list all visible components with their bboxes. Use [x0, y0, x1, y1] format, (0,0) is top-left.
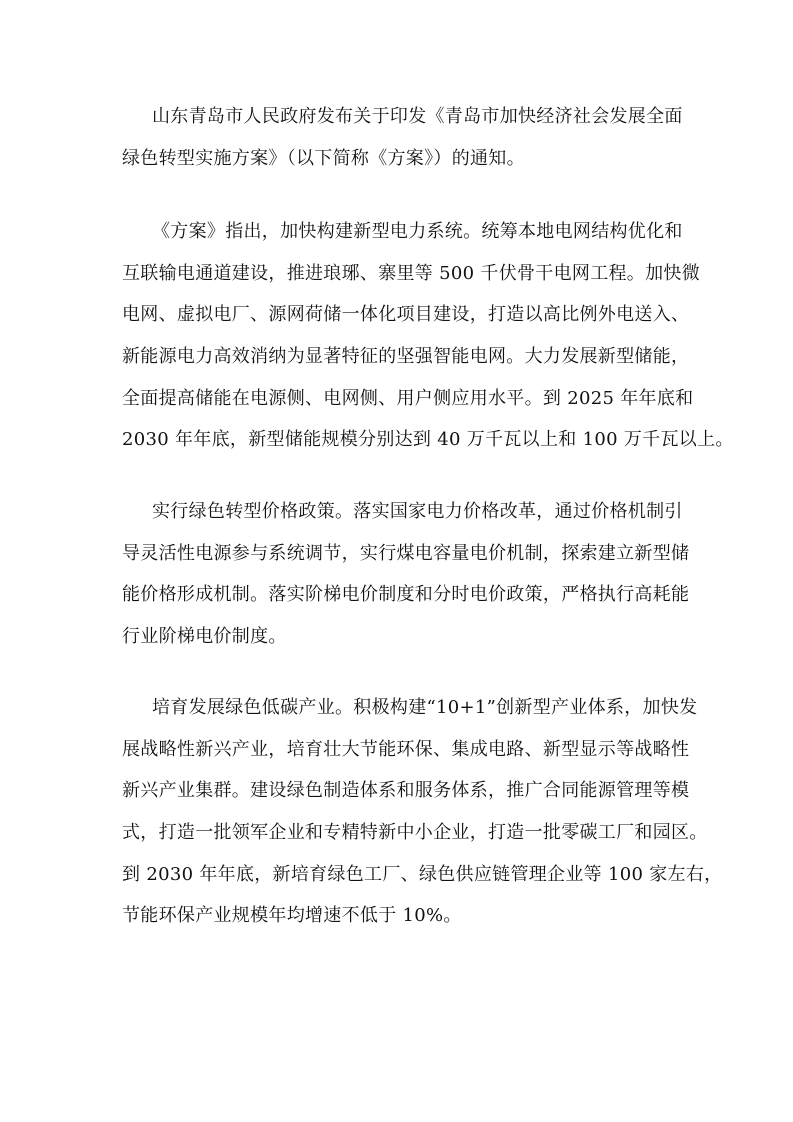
text-line: 山东青岛市人民政府发布关于印发《青岛市加快经济社会发展全面 [152, 106, 683, 127]
text-line: 节能环保产业规模年均增速不低于 10%。 [122, 905, 462, 927]
paragraph-pricing-policy [122, 491, 690, 658]
text-line: 绿色转型实施方案》（以下简称《方案》）的通知。 [122, 147, 525, 169]
text-line: 《方案》指出，加快构建新型电力系统。统筹本地电网结构优化和 [152, 221, 683, 242]
text-line: 展战略性新兴产业，培育壮大节能环保、集成电路、新型显示等战略性 [122, 738, 690, 760]
text-line: 到 2030 年年底，新培育绿色工厂、绿色供应链管理企业等 100 家左右， [122, 863, 723, 885]
text-line: 实行绿色转型价格政策。落实国家电力价格改革，通过价格机制引 [152, 501, 683, 522]
text-line: 新兴产业集群。建设绿色制造体系和服务体系，推广合同能源管理等模 [122, 780, 690, 802]
text-line: 新能源电力高效消纳为显著特征的坚强智能电网。大力发展新型储能， [122, 346, 690, 368]
text-line: 培育发展绿色低碳产业。积极构建“10+1”创新型产业体系，加快发 [152, 697, 698, 718]
text-line: 行业阶梯电价制度。 [122, 626, 287, 648]
text-line: 导灵活性电源参与系统调节，实行煤电容量电价机制，探索建立新型储 [122, 542, 690, 564]
text-line: 互联输电通道建设，推进琅琊、寨里等 500 千伏骨干电网工程。加快微 [122, 262, 700, 284]
paragraph-power-system [122, 211, 734, 461]
paragraph-low-carbon-industry [122, 687, 723, 937]
text-line: 式，打造一批领军企业和专精特新中小企业，打造一批零碳工厂和园区。 [122, 822, 708, 844]
text-line: 能价格形成机制。落实阶梯电价制度和分时电价政策，严格执行高耗能 [122, 584, 690, 606]
text-line: 全面提高储能在电源侧、电网侧、用户侧应用水平。到 2025 年年底和 [122, 387, 694, 409]
paragraph-intro [122, 96, 682, 179]
text-line: 电网、虚拟电厂、源网荷储一体化项目建设，打造以高比例外电送入、 [122, 304, 690, 326]
text-line: 2030 年年底，新型储能规模分别达到 40 万千瓦以上和 100 万千瓦以上。 [122, 429, 734, 451]
